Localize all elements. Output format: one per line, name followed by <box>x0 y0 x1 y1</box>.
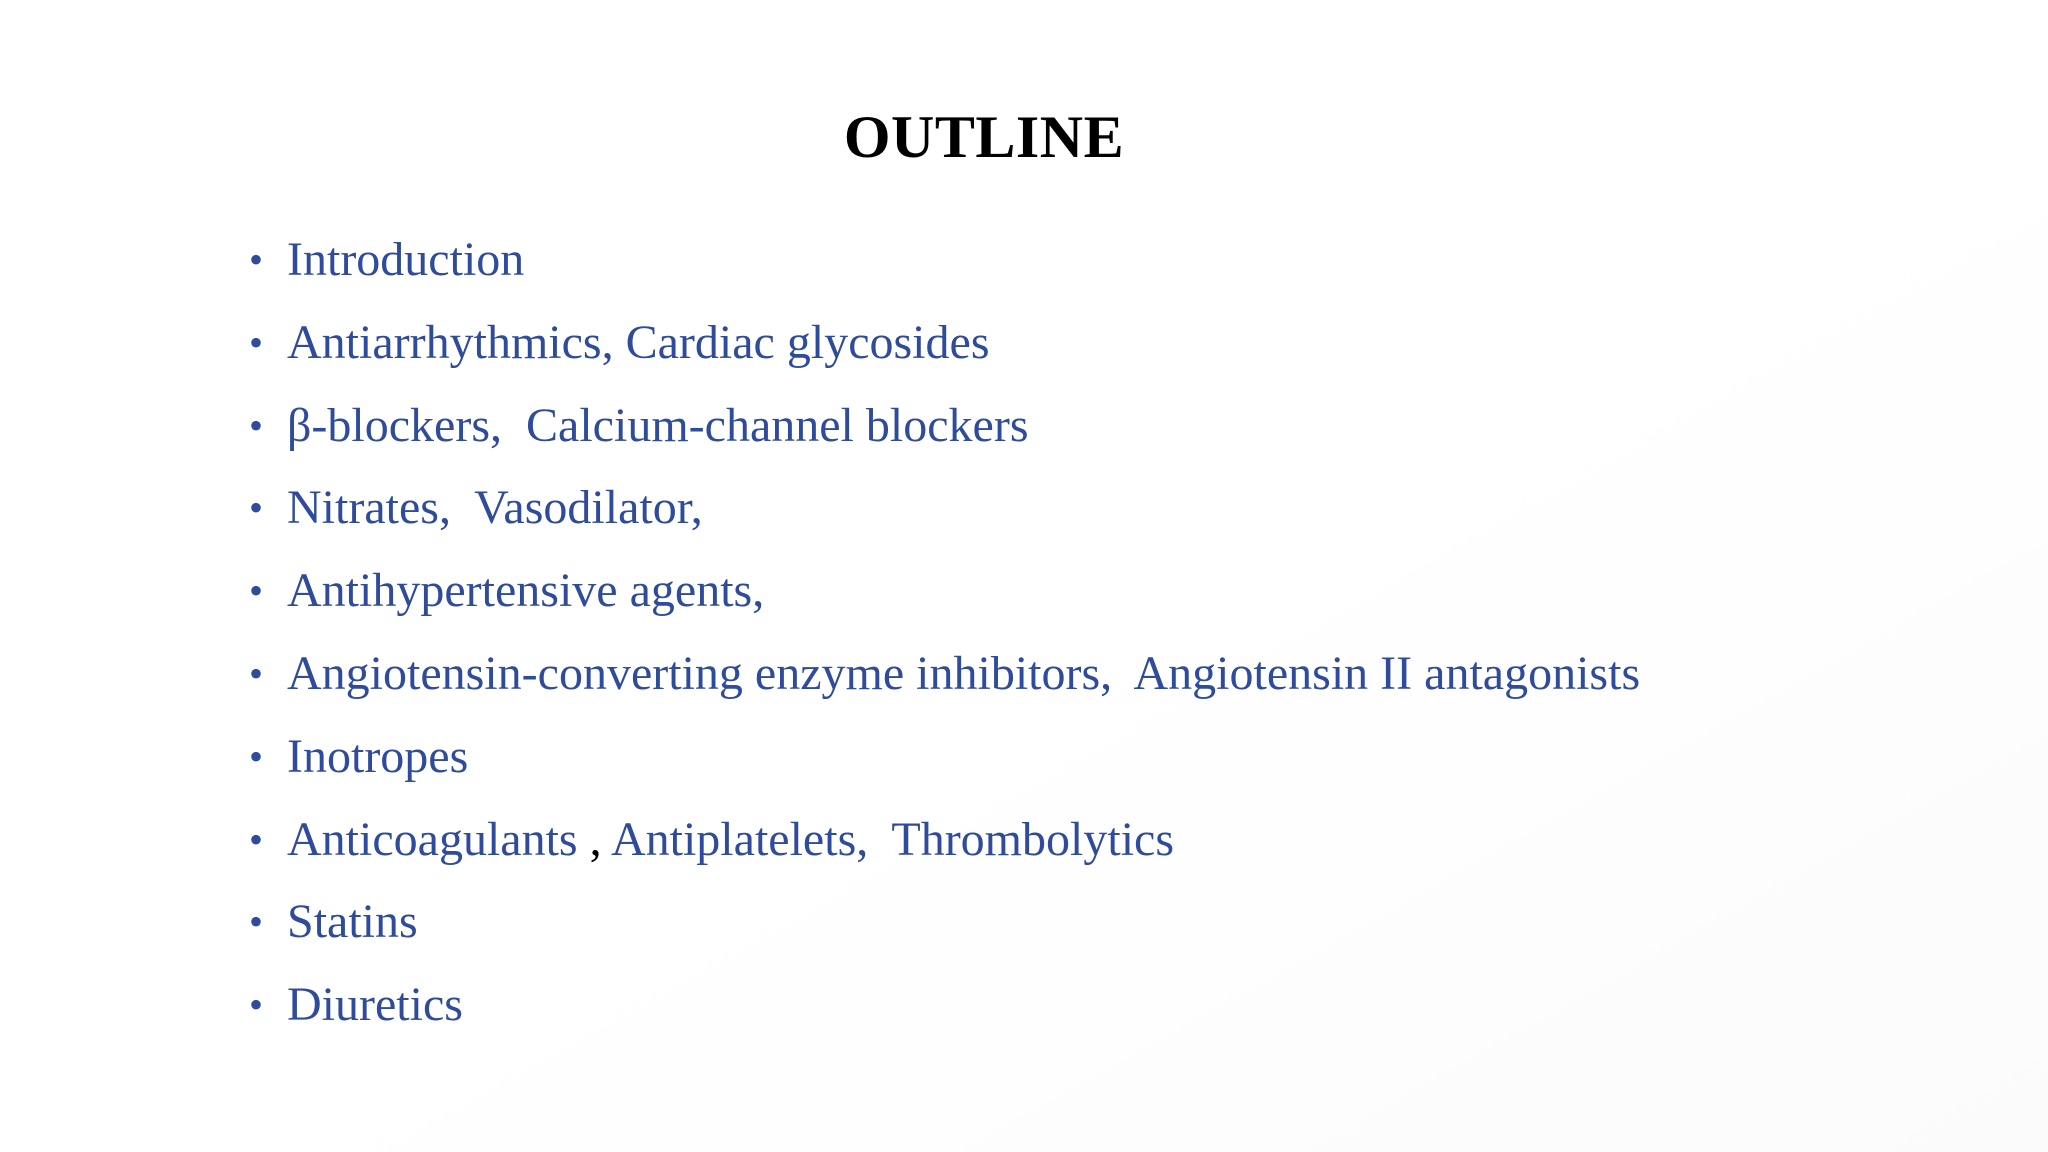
bullet-icon: • <box>249 485 264 531</box>
list-item <box>249 558 1640 641</box>
item-separator: , <box>577 812 611 866</box>
bullet-icon: • <box>249 982 264 1028</box>
item-text: β-blockers, Calcium-channel blockers <box>287 398 1029 452</box>
item-text: Inotropes <box>287 729 469 783</box>
outline-list <box>249 227 1640 1055</box>
item-text: Antiplatelets, Thrombolytics <box>610 812 1175 866</box>
slide-title: OUTLINE <box>843 104 1125 170</box>
list-item <box>249 310 1640 393</box>
bullet-icon: • <box>249 568 264 614</box>
list-item <box>249 724 1640 807</box>
bullet-icon: • <box>249 733 264 779</box>
item-text: Antiarrhythmics, Cardiac glycosides <box>287 315 990 369</box>
item-text: Diuretics <box>287 978 463 1032</box>
list-item <box>249 393 1640 476</box>
list-item <box>249 807 1640 890</box>
item-text: Introduction <box>287 233 525 286</box>
bullet-icon: • <box>249 816 264 862</box>
item-text: Nitrates, Vasodilator, <box>287 481 703 535</box>
list-item <box>249 227 1640 310</box>
list-item <box>249 641 1640 724</box>
bullet-icon: • <box>249 402 264 448</box>
list-item <box>249 475 1640 558</box>
bullet-icon: • <box>249 237 264 282</box>
bullet-icon: • <box>249 319 264 365</box>
item-text: Antihypertensive agents, <box>287 564 765 618</box>
item-text: Statins <box>287 895 418 949</box>
item-text: Angiotensin-converting enzyme inhibitors, Angiotensin II antagonists <box>287 646 1641 700</box>
item-text: Anticoagulants <box>287 812 578 866</box>
bullet-icon: • <box>249 899 264 945</box>
list-item <box>249 972 1640 1055</box>
bullet-icon: • <box>249 650 264 696</box>
list-item <box>249 889 1640 972</box>
